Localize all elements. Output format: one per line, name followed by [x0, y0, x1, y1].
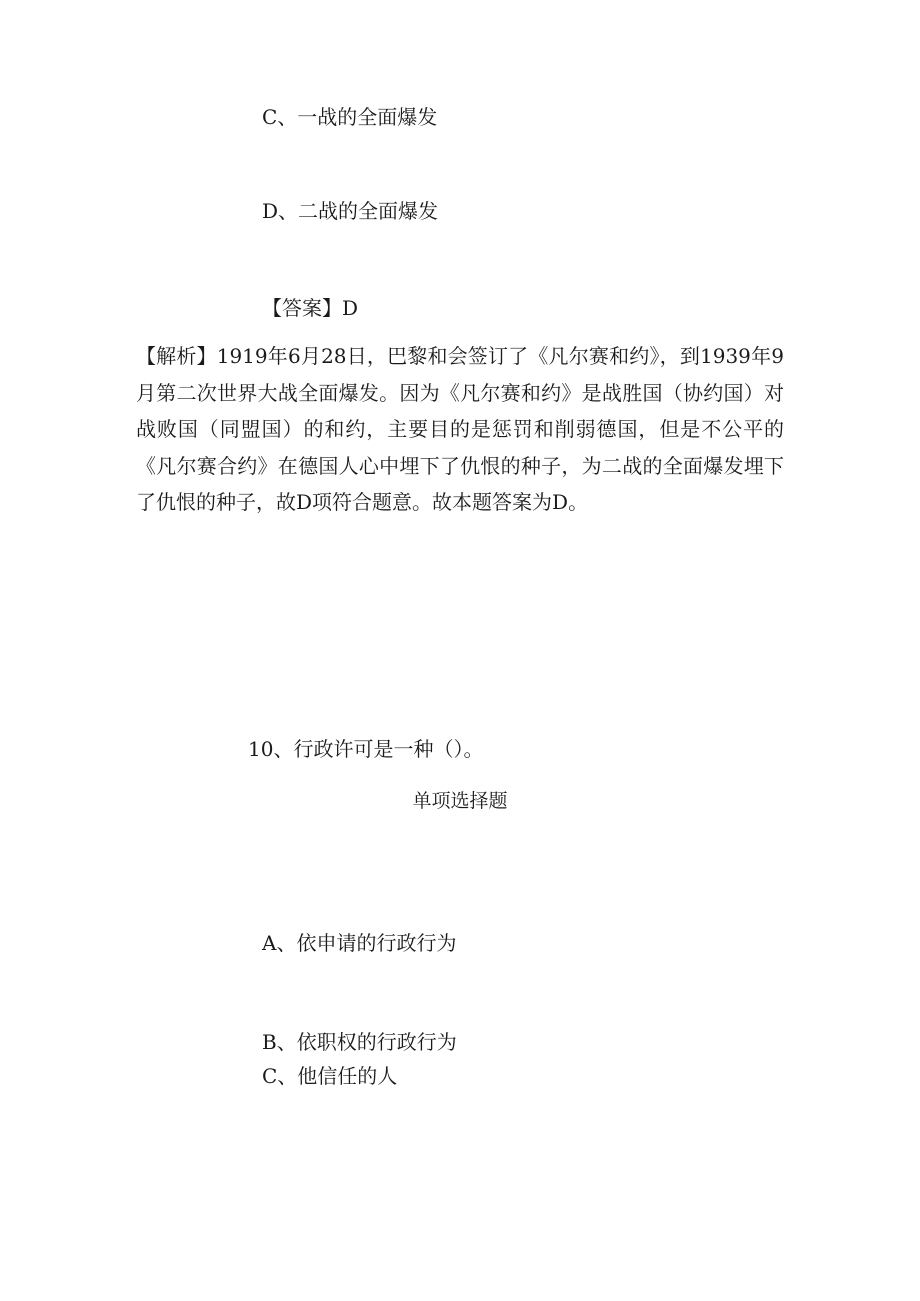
prev-option-d: D、二战的全面爆发: [262, 199, 439, 223]
question-type-label: 单项选择题: [412, 790, 508, 812]
answer-line: 【答案】D: [262, 296, 359, 320]
option-b: B、依职权的行政行为: [262, 1030, 457, 1054]
option-a: A、依申请的行政行为: [262, 931, 457, 955]
option-c: C、他信任的人: [262, 1064, 398, 1088]
analysis-paragraph: 【解析】1919年6月28日，巴黎和会签订了《凡尔赛和约》，到1939年9月第二次世界大战全面爆发。因为《凡尔赛和约》是战胜国（协约国）对战败国（同盟国）的和约，主要目的是惩罚和削弱德国，但是不公平的《凡尔赛合约》在德国人心中埋下了仇恨的种子，为二战的全面爆发埋下了仇恨的种子，故D项符合题意。故本题答案为D。: [136, 344, 784, 514]
prev-option-c: C、一战的全面爆发: [262, 105, 438, 129]
question-10-stem: 10、行政许可是一种（）。: [248, 737, 484, 761]
